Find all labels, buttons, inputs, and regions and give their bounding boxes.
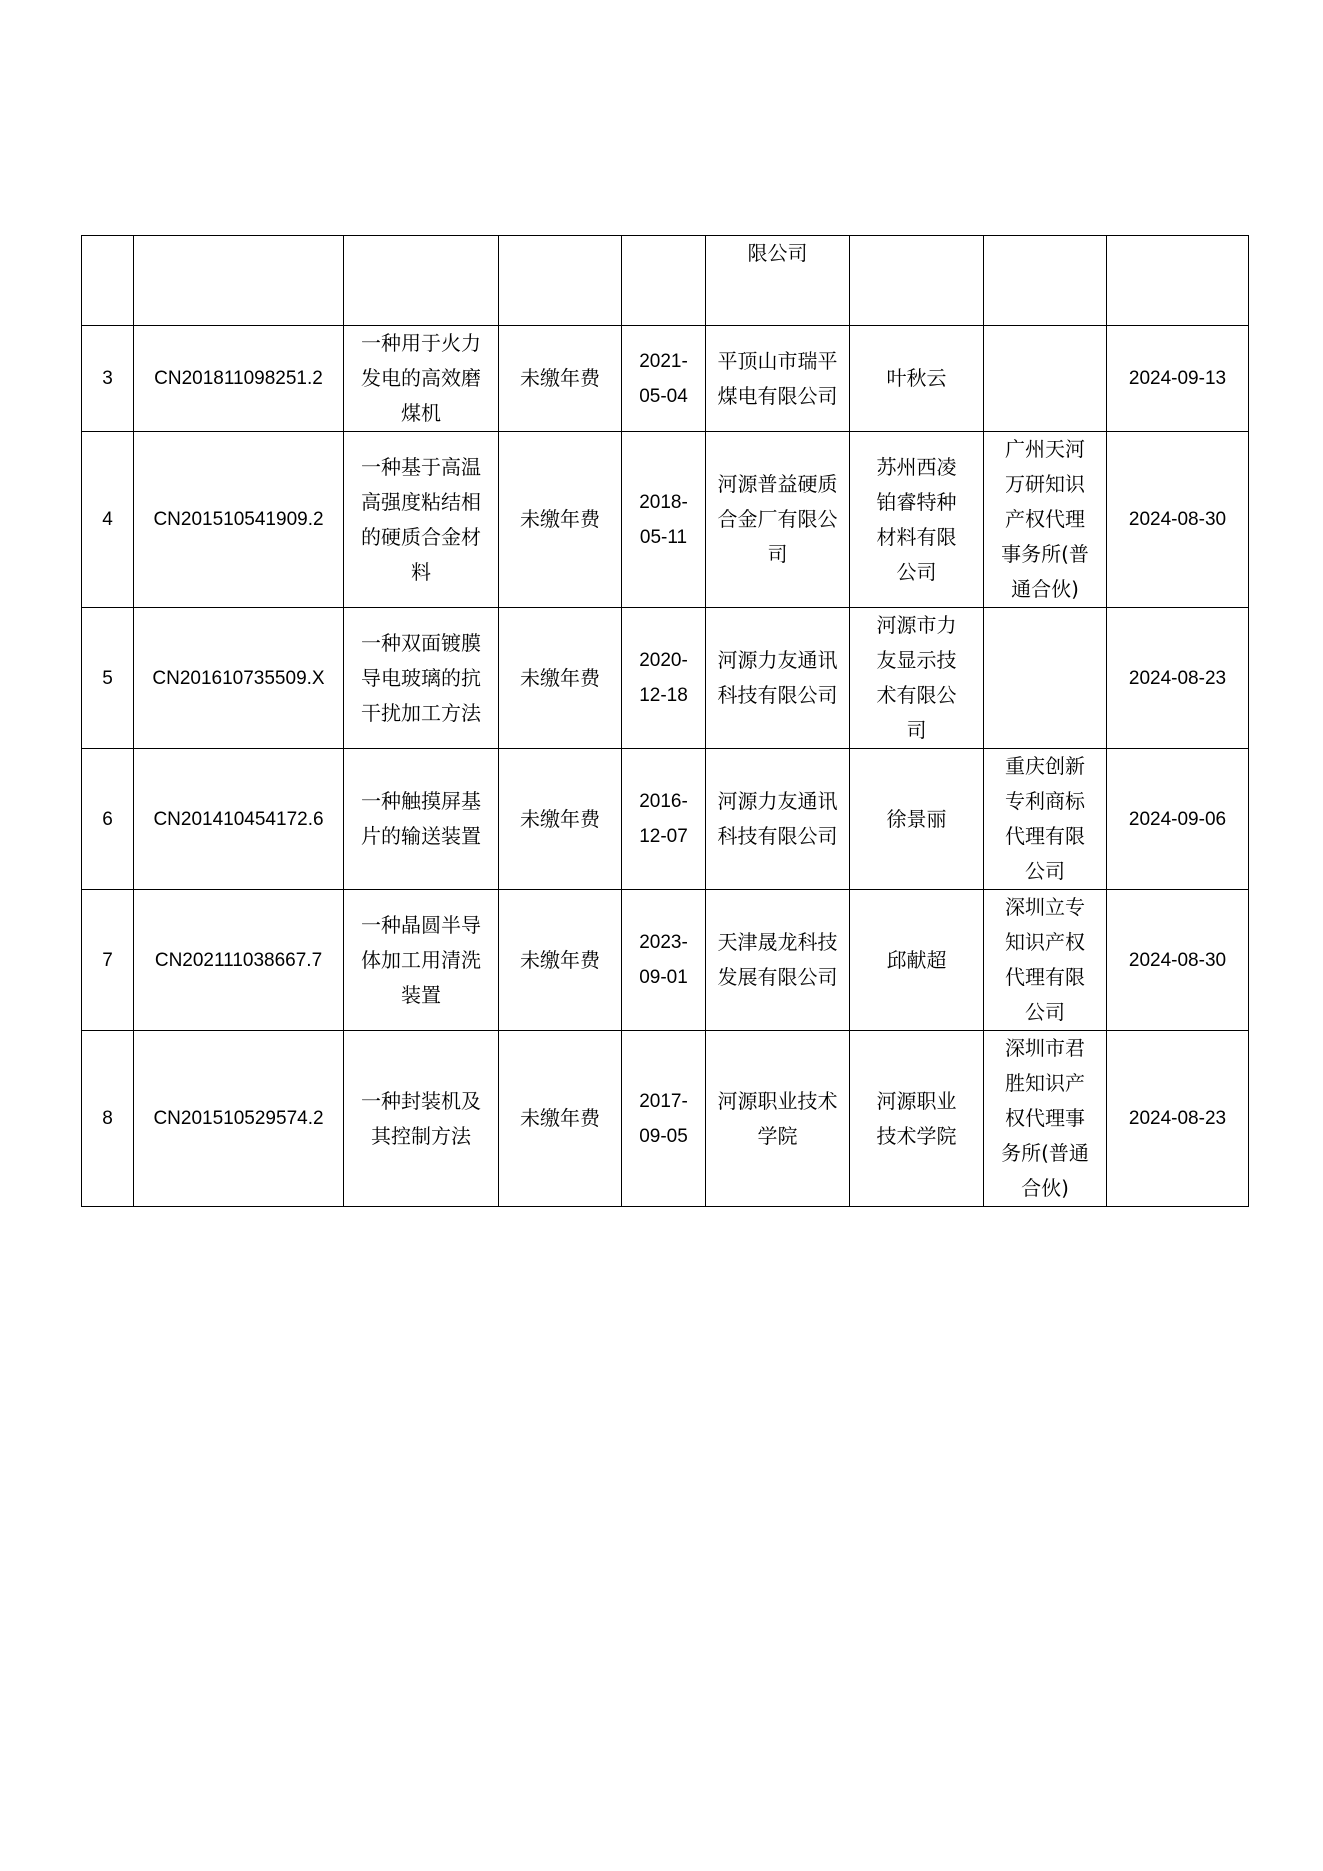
cell-inventor: 河源市力友显示技术有限公司 bbox=[850, 608, 984, 749]
cell-status: 未缴年费 bbox=[499, 749, 622, 890]
cell-title: 一种晶圆半导体加工用清洗装置 bbox=[344, 890, 499, 1031]
table-row-continuation bbox=[82, 236, 1249, 326]
cell-inventor: 河源职业技术学院 bbox=[850, 1031, 984, 1207]
cell-agent: 深圳市君胜知识产权代理事务所(普通合伙) bbox=[984, 1031, 1107, 1207]
cell-no: 5 bbox=[82, 608, 134, 749]
table-row bbox=[82, 749, 1249, 890]
cell-deadline: 2024-09-13 bbox=[1107, 326, 1249, 432]
cell-patent-no: CN201610735509.X bbox=[134, 608, 344, 749]
cell-agent bbox=[984, 608, 1107, 749]
cell-status: 未缴年费 bbox=[499, 1031, 622, 1207]
cell-title bbox=[344, 236, 499, 326]
cell-patent-no: CN201811098251.2 bbox=[134, 326, 344, 432]
cell-title: 一种触摸屏基片的输送装置 bbox=[344, 749, 499, 890]
cell-owner bbox=[706, 236, 850, 326]
cell-inventor: 邱献超 bbox=[850, 890, 984, 1031]
cell-deadline: 2024-08-30 bbox=[1107, 890, 1249, 1031]
cell-title: 一种用于火力发电的高效磨煤机 bbox=[344, 326, 499, 432]
cell-no: 7 bbox=[82, 890, 134, 1031]
cell-patent-no: CN202111038667.7 bbox=[134, 890, 344, 1031]
cell-status: 未缴年费 bbox=[499, 432, 622, 608]
cell-status bbox=[499, 236, 622, 326]
cell-patent-no: CN201410454172.6 bbox=[134, 749, 344, 890]
cell-deadline: 2024-09-06 bbox=[1107, 749, 1249, 890]
cell-inventor: 徐景丽 bbox=[850, 749, 984, 890]
cell-status: 未缴年费 bbox=[499, 890, 622, 1031]
cell-date: 2020-12-18 bbox=[622, 608, 706, 749]
cell-no: 6 bbox=[82, 749, 134, 890]
cell-owner: 河源职业技术学院 bbox=[706, 1031, 850, 1207]
cell-no: 4 bbox=[82, 432, 134, 608]
cell-owner: 河源力友通讯科技有限公司 bbox=[706, 749, 850, 890]
patent-table bbox=[81, 235, 1249, 1207]
cell-title: 一种封装机及其控制方法 bbox=[344, 1031, 499, 1207]
cell-date: 2018-05-11 bbox=[622, 432, 706, 608]
cell-patent-no: CN201510541909.2 bbox=[134, 432, 344, 608]
cell-deadline bbox=[1107, 236, 1249, 326]
cell-no: 8 bbox=[82, 1031, 134, 1207]
table-row bbox=[82, 608, 1249, 749]
cell-owner: 河源普益硬质合金厂有限公司 bbox=[706, 432, 850, 608]
cell-date: 2017-09-05 bbox=[622, 1031, 706, 1207]
cell-agent: 重庆创新专利商标代理有限公司 bbox=[984, 749, 1107, 890]
cell-title: 一种基于高温高强度粘结相的硬质合金材料 bbox=[344, 432, 499, 608]
table-row bbox=[82, 432, 1249, 608]
cell-no bbox=[82, 236, 134, 326]
cell-date: 2016-12-07 bbox=[622, 749, 706, 890]
cell-patent-no: CN201510529574.2 bbox=[134, 1031, 344, 1207]
cell-owner: 河源力友通讯科技有限公司 bbox=[706, 608, 850, 749]
cell-date: 2021-05-04 bbox=[622, 326, 706, 432]
cell-agent bbox=[984, 326, 1107, 432]
cell-deadline: 2024-08-23 bbox=[1107, 608, 1249, 749]
table-row bbox=[82, 326, 1249, 432]
table-row bbox=[82, 890, 1249, 1031]
table-row bbox=[82, 1031, 1249, 1207]
cell-status: 未缴年费 bbox=[499, 608, 622, 749]
cell-status: 未缴年费 bbox=[499, 326, 622, 432]
cell-date: 2023-09-01 bbox=[622, 890, 706, 1031]
cell-agent: 深圳立专知识产权代理有限公司 bbox=[984, 890, 1107, 1031]
cell-inventor: 叶秋云 bbox=[850, 326, 984, 432]
cell-deadline: 2024-08-30 bbox=[1107, 432, 1249, 608]
cell-agent: 广州天河万研知识产权代理事务所(普通合伙) bbox=[984, 432, 1107, 608]
cell-no: 3 bbox=[82, 326, 134, 432]
owner-tail: 限公司 bbox=[747, 241, 808, 265]
cell-patent-no bbox=[134, 236, 344, 326]
cell-date bbox=[622, 236, 706, 326]
cell-title: 一种双面镀膜导电玻璃的抗干扰加工方法 bbox=[344, 608, 499, 749]
cell-deadline: 2024-08-23 bbox=[1107, 1031, 1249, 1207]
cell-owner: 平顶山市瑞平煤电有限公司 bbox=[706, 326, 850, 432]
cell-inventor: 苏州西凌铂睿特种材料有限公司 bbox=[850, 432, 984, 608]
cell-agent bbox=[984, 236, 1107, 326]
cell-inventor bbox=[850, 236, 984, 326]
cell-owner: 天津晟龙科技发展有限公司 bbox=[706, 890, 850, 1031]
